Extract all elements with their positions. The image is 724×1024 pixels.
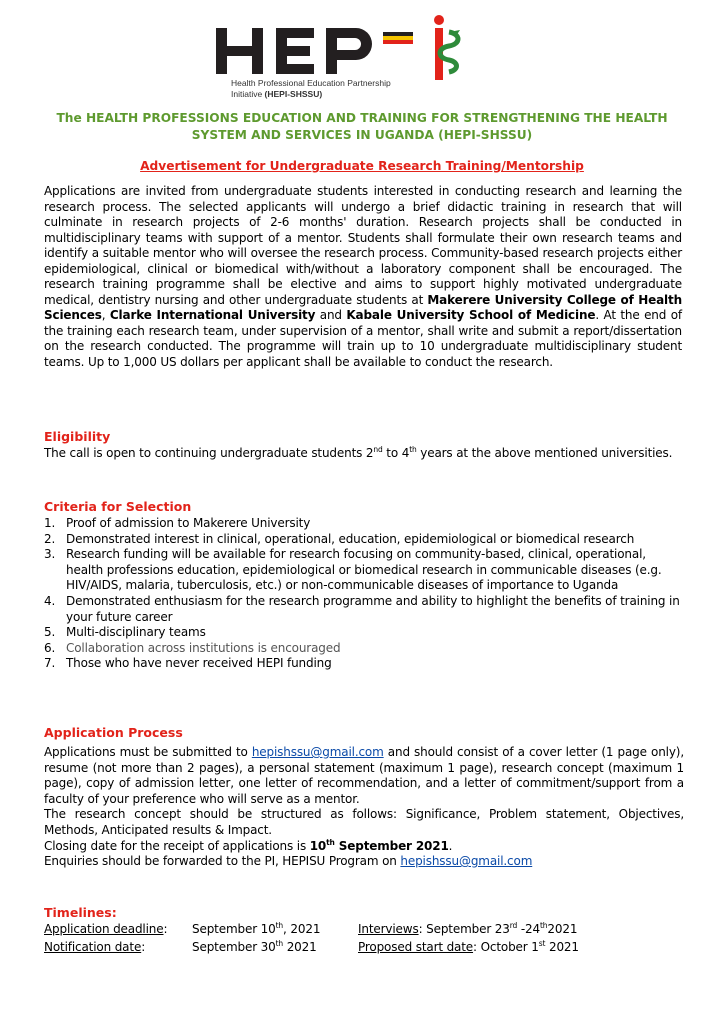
interviews-sup-2: th <box>539 921 548 930</box>
document-title: The HEALTH PROFESSIONS EDUCATION AND TRAINING FOR STRENGTHENING THE HEALTH SYSTEM AND SERVICES IN UGANDA (HEPI-SHSSU) <box>56 111 668 142</box>
eligibility-text-c: years at the above mentioned universities. <box>416 446 673 460</box>
email-link[interactable]: hepishssu@gmail.com <box>251 745 384 759</box>
interviews-sup-1: rd <box>509 921 518 930</box>
application-heading: Application Process <box>44 725 183 740</box>
criteria-text: Proof of admission to Makerere University <box>66 516 311 530</box>
notification-date-sup: th <box>275 939 284 948</box>
criteria-heading: Criteria for Selection <box>44 499 192 514</box>
application-text-1a: Applications must be submitted to <box>44 745 252 759</box>
notification-date-colon: : <box>141 940 146 954</box>
logo-subtitle <box>231 78 391 100</box>
enquiries-email-link[interactable]: hepishssu@gmail.com <box>400 854 533 869</box>
criteria-text: Those who have never received HEPI funding <box>66 656 332 671</box>
application-text <box>44 745 684 870</box>
notification-date-value <box>192 940 317 954</box>
intro-sep-2: and <box>315 308 347 322</box>
interviews-year: 2021 <box>547 922 578 936</box>
notification-date-date: September 30 <box>192 940 276 954</box>
interviews-date: : September 23 <box>418 922 510 936</box>
criteria-text: Demonstrated interest in clinical, operational, education, epidemiological or biomedical research <box>66 531 635 546</box>
eligibility-text-b: to 4 <box>382 446 410 460</box>
criteria-item <box>44 547 684 594</box>
criteria-item <box>44 594 684 625</box>
application-deadline-sup: th <box>275 921 284 930</box>
criteria-text: Multi-disciplinary teams <box>66 625 206 640</box>
criteria-number: 3. <box>44 547 56 562</box>
eligibility-text <box>44 446 684 462</box>
application-deadline-value <box>192 922 320 936</box>
criteria-item <box>44 532 684 548</box>
closing-date-month: September 2021 <box>334 838 449 853</box>
criteria-number: 2. <box>44 531 56 546</box>
criteria-list <box>44 516 684 672</box>
notification-date-label: Notification date <box>44 940 142 954</box>
criteria-number: 1. <box>44 516 56 530</box>
logo-subtitle-line1: Health Professional Education Partnership <box>231 78 391 88</box>
eligibility-sup-b: th <box>409 445 417 454</box>
application-deadline-year: , 2021 <box>283 922 321 936</box>
institution-makerere: Makerere University College of Health Sciences <box>44 292 682 322</box>
application-paragraph-2: The research concept should be structured as follows: Significance, Problem statement, Objectives, Methods, Anticipated results & Impact. <box>44 807 684 837</box>
hepi-logo <box>216 14 476 110</box>
closing-date-label: Closing date for the receipt of applications is <box>44 838 310 853</box>
application-deadline-label: Application deadline <box>44 922 164 936</box>
intro-sep-1: , <box>101 308 110 322</box>
logo-subtitle-bold: (HEPI-SHSSU) <box>264 89 323 99</box>
institution-clarke: Clarke International University <box>109 308 316 322</box>
intro-text-1: Applications are invited from undergraduate students interested in conducting research and learning the research process. The selected applicants will undergo a brief didactic training in research that will culminate in research projects of 2-6 months' duration. Research projects shall be conducted in multidisciplinary teams with support of a mentor. Students shall formulate their own research teams and identify a suitable mentor who will oversee the research process. Community-based research projects either epidemiological, clinical or biomedical with/without a laboratory component shall be encouraged. The research training programme shall be elective and aims to support highly motivated undergraduate medical, dentistry nursing and other undergraduate students at <box>44 184 682 307</box>
proposed-start-sup: st <box>538 939 546 948</box>
application-deadline-date: September 10 <box>192 922 276 936</box>
proposed-start-date <box>358 940 579 954</box>
closing-date-period: . <box>448 838 453 853</box>
criteria-number: 4. <box>44 593 56 608</box>
application-paragraph-1 <box>44 745 684 807</box>
interviews <box>358 922 577 936</box>
proposed-start-year: 2021 <box>545 940 579 954</box>
criteria-item <box>44 656 684 672</box>
criteria-text: Research funding will be available for research focusing on community-based, clinical, operational, health professions education, epidemiological or biomedical research in communicable diseases (e.g. HIV/AIDS, malaria, tuberculosis, etc.) or non-communicable diseases of importance to Uganda <box>66 547 662 593</box>
criteria-number: 6. <box>44 640 56 655</box>
criteria-text: Demonstrated enthusiasm for the research programme and ability to highlight the benefits of training in your future career <box>66 593 680 624</box>
logo-subtitle-prefix: Initiative <box>231 89 265 99</box>
criteria-item <box>44 516 684 532</box>
notification-date <box>44 940 145 954</box>
intro-paragraph <box>44 184 682 370</box>
eligibility-sup-a: nd <box>373 445 383 454</box>
application-text-1b: and should consist of a cover letter (1 page only), resume (not more than 2 pages), a personal statement (maximum 1 page), research concept (maximum 1 page), copy of admission letter, one letter of recommendation, and a letter of commitment/support from a faculty of your preference who will serve as a mentor. <box>44 745 684 806</box>
proposed-start-label: Proposed start date <box>358 940 474 954</box>
criteria-number: 5. <box>44 625 56 640</box>
notification-date-year: 2021 <box>283 940 317 954</box>
interviews-range: -24 <box>517 922 540 936</box>
criteria-item <box>44 625 684 641</box>
application-paragraph-3 <box>44 839 684 855</box>
criteria-number: 7. <box>44 656 56 671</box>
application-paragraph-4 <box>44 854 684 870</box>
enquiries-text: Enquiries should be forwarded to the PI, HEPISU Program on <box>44 854 401 869</box>
eligibility-text-a: The call is open to continuing undergraduate students 2 <box>44 446 374 460</box>
criteria-item <box>44 641 684 657</box>
advertisement-heading: Advertisement for Undergraduate Research Training/Mentorship <box>140 159 584 173</box>
interviews-label: Interviews <box>358 922 419 936</box>
intro-text-2: . At the end of the training each research team, under supervision of a mentor, shall write and submit a report/dissertation on the research conducted. The programme will train up to 10 undergraduate multidisciplinary student teams. Up to 1,000 US dollars per applicant shall be available to conduct the research. <box>44 308 682 369</box>
application-deadline-colon: : <box>163 922 168 936</box>
closing-date-sup: th <box>326 837 335 847</box>
proposed-start-date-value: : October 1 <box>473 940 539 954</box>
closing-date-day: 10 <box>309 838 327 853</box>
criteria-text: Collaboration across institutions is encouraged <box>66 640 341 655</box>
logo-subtitle-line2 <box>231 89 391 100</box>
application-deadline <box>44 922 167 936</box>
timelines-heading: Timelines: <box>44 905 117 920</box>
eligibility-heading: Eligibility <box>44 429 111 444</box>
institution-kabale: Kabale University School of Medicine <box>346 308 596 322</box>
